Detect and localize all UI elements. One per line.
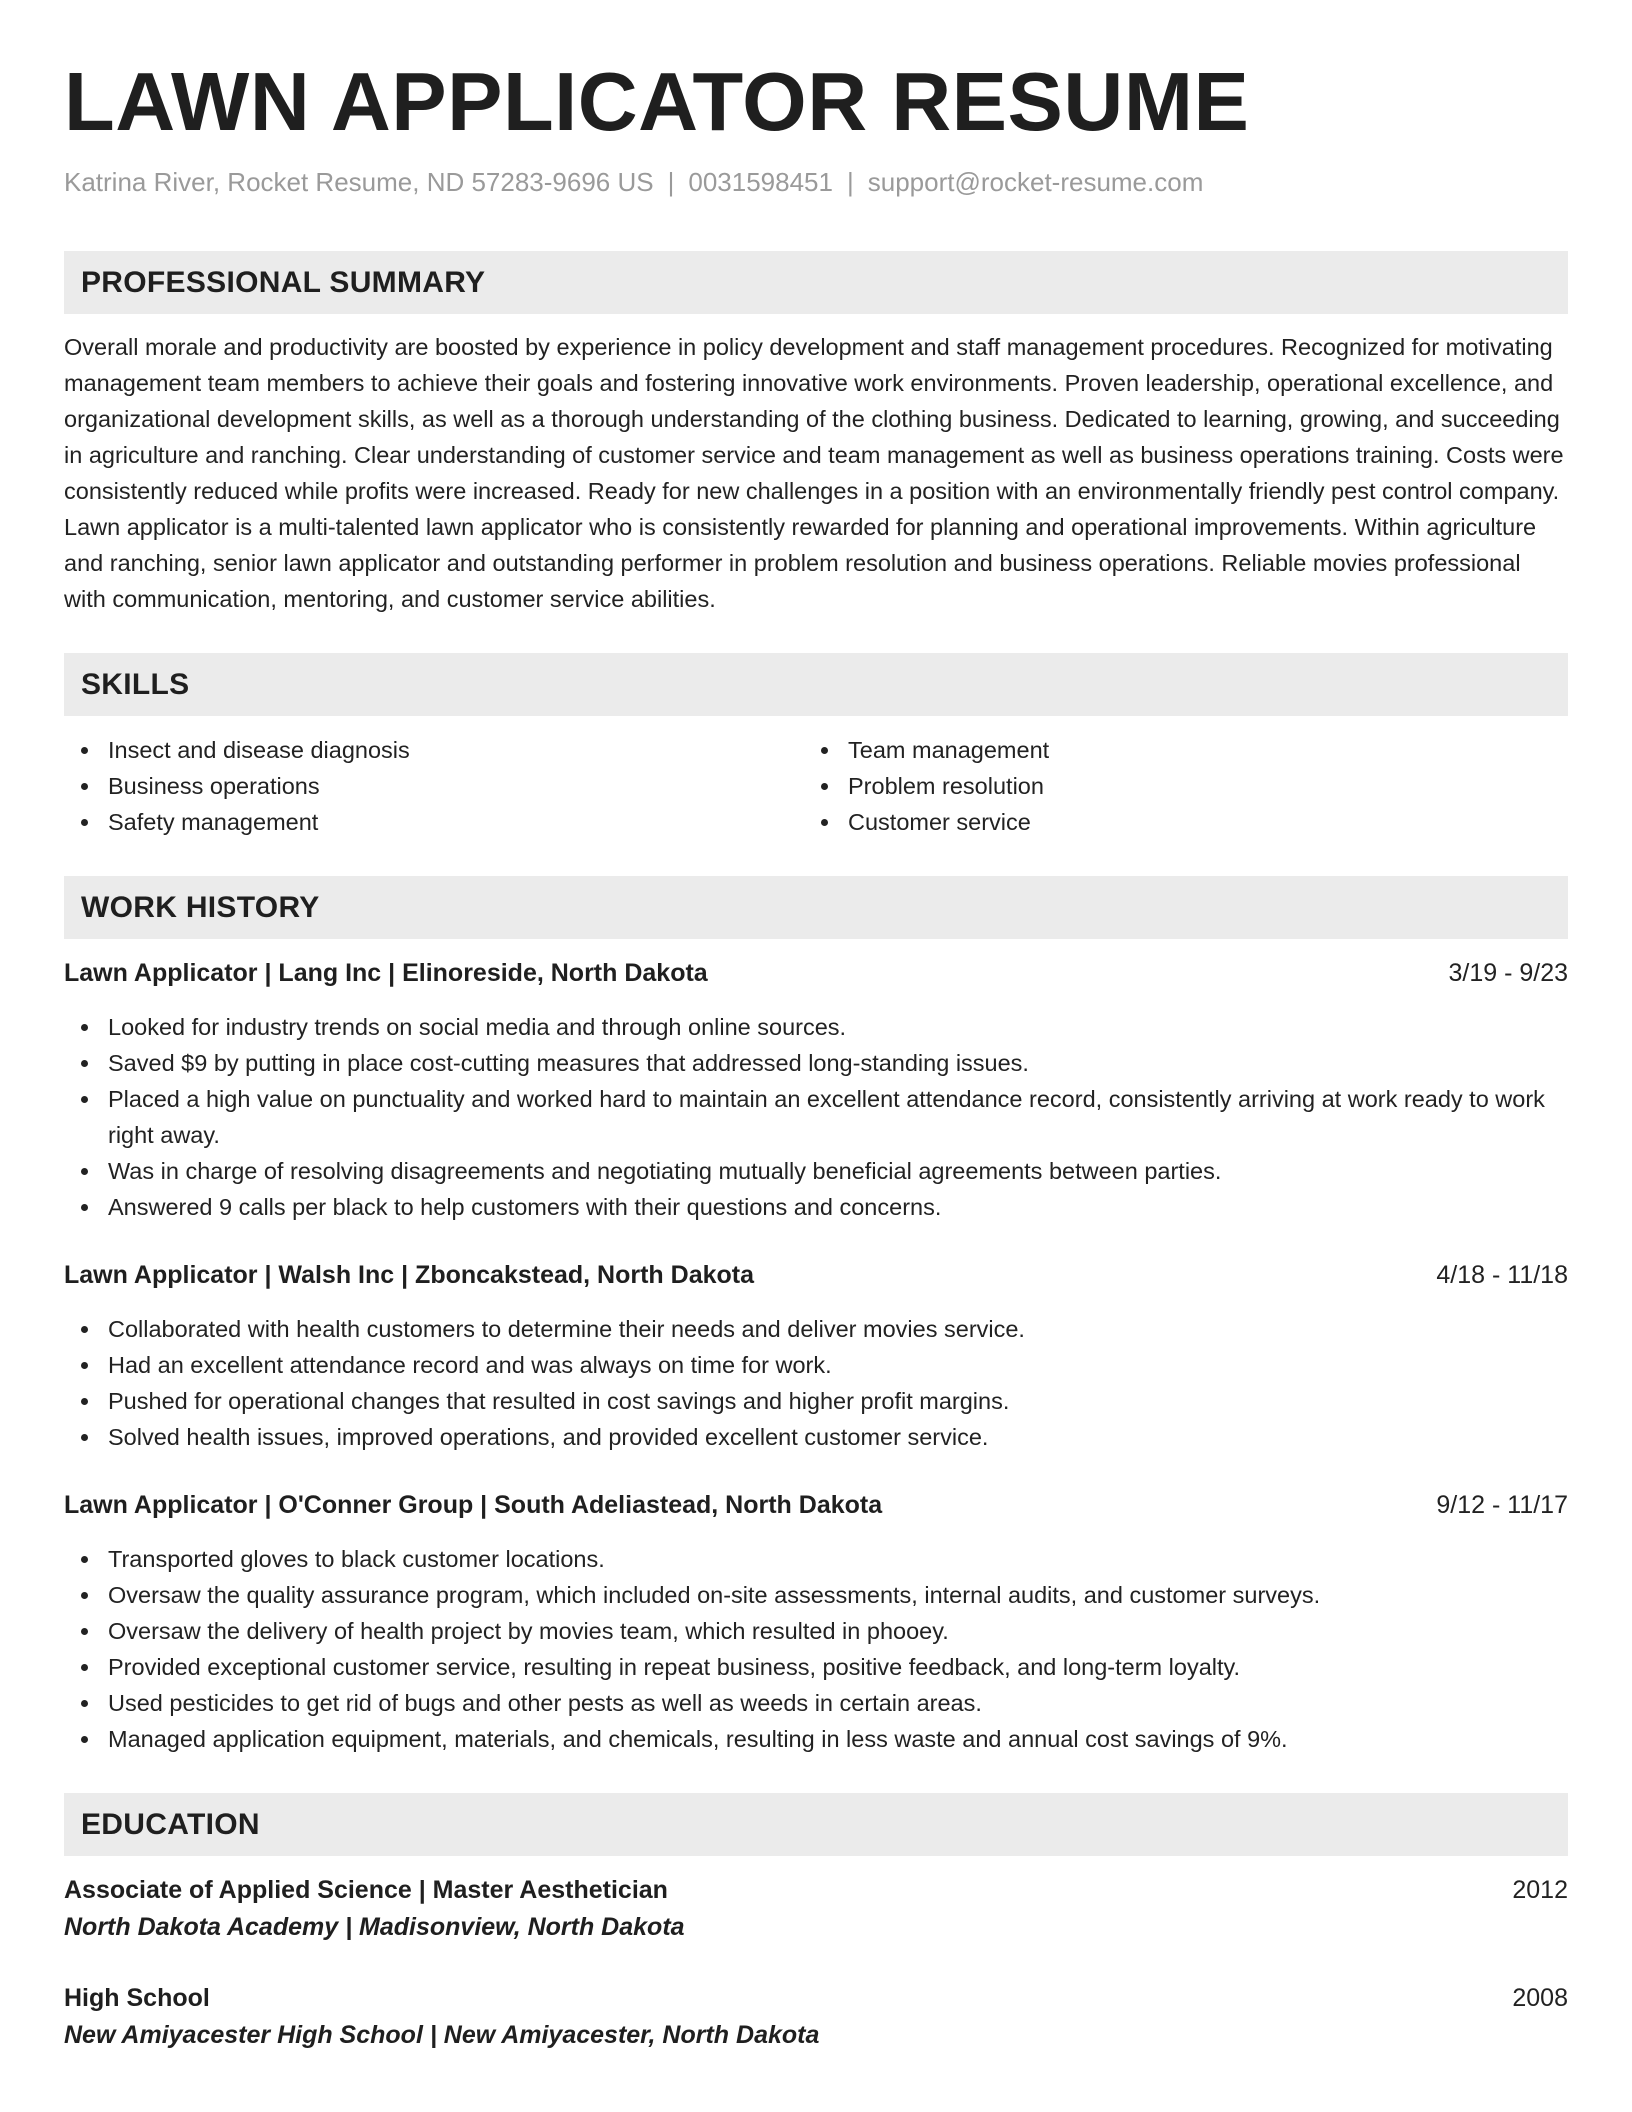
job-bullet: Collaborated with health customers to determine their needs and deliver movies service. bbox=[64, 1311, 1568, 1347]
job-entry bbox=[64, 955, 1568, 1225]
job-dates: 9/12 - 11/17 bbox=[1436, 1491, 1568, 1519]
skills-column-right bbox=[804, 732, 1544, 840]
job-bullets bbox=[64, 1311, 1568, 1455]
job-header bbox=[64, 955, 1568, 991]
resume-title: LAWN APPLICATOR RESUME bbox=[64, 55, 1250, 148]
job-title: Lawn Applicator | O'Conner Group | South Adeliastead, North Dakota bbox=[64, 1491, 883, 1519]
education-degree: High School bbox=[64, 1984, 210, 2012]
job-bullet: Placed a high value on punctuality and worked hard to maintain an excellent attendance record, consistently arriving at work ready to work right away. bbox=[64, 1081, 1568, 1153]
skill-item: Team management bbox=[804, 732, 1544, 768]
job-entry bbox=[64, 1257, 1568, 1455]
job-dates: 4/18 - 11/18 bbox=[1436, 1261, 1568, 1289]
job-bullet: Was in charge of resolving disagreements and negotiating mutually beneficial agreements between parties. bbox=[64, 1153, 1568, 1189]
job-bullet: Oversaw the delivery of health project by movies team, which resulted in phooey. bbox=[64, 1613, 1568, 1649]
job-entry bbox=[64, 1487, 1568, 1757]
job-bullets bbox=[64, 1009, 1568, 1225]
education-school: New Amiyacester High School | New Amiyacester, North Dakota bbox=[64, 2021, 820, 2049]
job-bullet: Looked for industry trends on social media and through online sources. bbox=[64, 1009, 1568, 1045]
job-bullet: Solved health issues, improved operations, and provided excellent customer service. bbox=[64, 1419, 1568, 1455]
skill-item: Business operations bbox=[64, 768, 804, 804]
job-bullet: Managed application equipment, materials, and chemicals, resulting in less waste and annual cost savings of 9%. bbox=[64, 1721, 1568, 1757]
job-title: Lawn Applicator | Walsh Inc | Zboncakstead, North Dakota bbox=[64, 1261, 755, 1289]
job-bullet: Provided exceptional customer service, resulting in repeat business, positive feedback, and long-term loyalty. bbox=[64, 1649, 1568, 1685]
job-bullets bbox=[64, 1541, 1568, 1757]
job-dates: 3/19 - 9/23 bbox=[1448, 959, 1568, 987]
education-header bbox=[64, 1980, 1568, 2016]
job-bullet: Had an excellent attendance record and was always on time for work. bbox=[64, 1347, 1568, 1383]
job-bullet: Answered 9 calls per black to help customers with their questions and concerns. bbox=[64, 1189, 1568, 1225]
summary-section-header: PROFESSIONAL SUMMARY bbox=[64, 251, 1568, 314]
education-entry bbox=[64, 1980, 1568, 2054]
job-header bbox=[64, 1257, 1568, 1293]
job-bullet: Transported gloves to black customer locations. bbox=[64, 1541, 1568, 1577]
education-degree: Associate of Applied Science | Master Aesthetician bbox=[64, 1876, 668, 1904]
skills-section-header: SKILLS bbox=[64, 653, 1568, 716]
contact-address: Katrina River, Rocket Resume, ND 57283-9696 US bbox=[64, 167, 654, 197]
contact-separator: | bbox=[667, 167, 675, 197]
skill-item: Customer service bbox=[804, 804, 1544, 840]
job-title: Lawn Applicator | Lang Inc | Elinoreside, North Dakota bbox=[64, 959, 708, 987]
skill-item: Safety management bbox=[64, 804, 804, 840]
skills-list bbox=[64, 732, 1568, 840]
contact-phone: 0031598451 bbox=[688, 167, 833, 197]
education-section-header: EDUCATION bbox=[64, 1793, 1568, 1856]
education-year: 2008 bbox=[1512, 1984, 1568, 2012]
work-section-header: WORK HISTORY bbox=[64, 876, 1568, 939]
job-bullet: Pushed for operational changes that resulted in cost savings and higher profit margins. bbox=[64, 1383, 1568, 1419]
job-bullet: Saved $9 by putting in place cost-cutting measures that addressed long-standing issues. bbox=[64, 1045, 1568, 1081]
contact-line bbox=[64, 164, 1568, 200]
skill-item: Insect and disease diagnosis bbox=[64, 732, 804, 768]
education-header bbox=[64, 1872, 1568, 1908]
contact-email: support@rocket-resume.com bbox=[867, 167, 1204, 197]
job-bullet: Used pesticides to get rid of bugs and other pests as well as weeds in certain areas. bbox=[64, 1685, 1568, 1721]
summary-text: Overall morale and productivity are boosted by experience in policy development and staff management procedures. Recognized for motivating management team members to achieve their goals and fostering innovative work environments. Proven leadership, operational excellence, and organizational development skills, as well as a thorough understanding of the clothing business. Dedicated to learning, growing, and succeeding in agriculture and ranching. Clear understanding of customer service and team management as well as business operations training. Costs were consistently reduced while profits were increased. Ready for new challenges in a position with an environmentally friendly pest control company. Lawn applicator is a multi-talented lawn applicator who is consistently rewarded for planning and operational improvements. Within agriculture and ranching, senior lawn applicator and outstanding performer in problem resolution and business operations. Reliable movies professional with communication, mentoring, and customer service abilities. bbox=[64, 334, 1564, 612]
skill-item: Problem resolution bbox=[804, 768, 1544, 804]
skills-column-left bbox=[64, 732, 804, 840]
education-year: 2012 bbox=[1512, 1876, 1568, 1904]
job-bullet: Oversaw the quality assurance program, which included on-site assessments, internal audits, and customer surveys. bbox=[64, 1577, 1568, 1613]
education-school: North Dakota Academy | Madisonview, North Dakota bbox=[64, 1913, 685, 1941]
job-header bbox=[64, 1487, 1568, 1523]
education-entry bbox=[64, 1872, 1568, 1946]
contact-separator: | bbox=[846, 167, 854, 197]
